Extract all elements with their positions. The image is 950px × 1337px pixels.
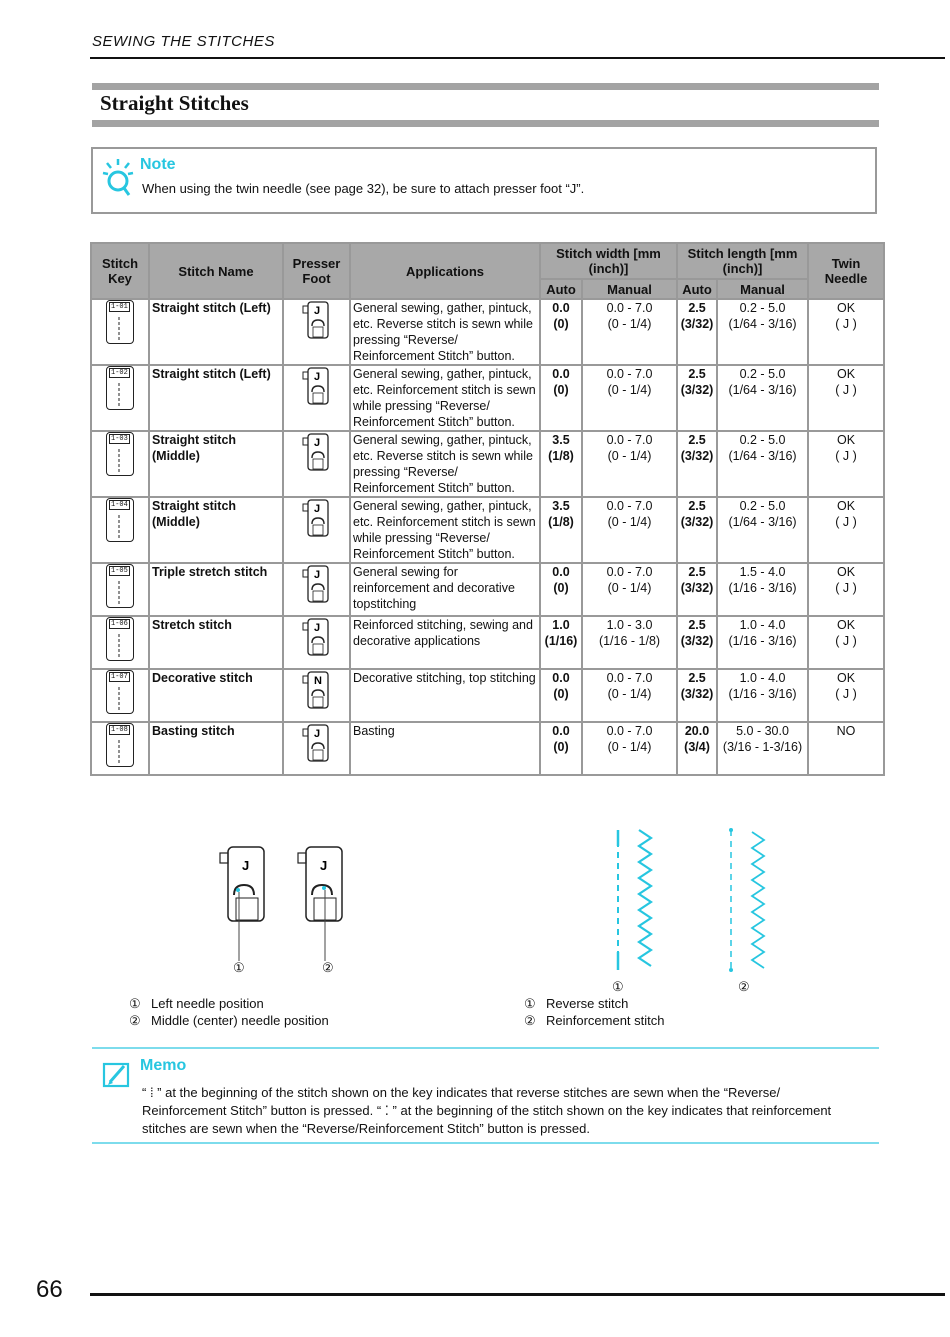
stitch-key-icon <box>106 432 134 476</box>
twin-needle <box>808 722 884 775</box>
stitch-key-icon <box>106 300 134 344</box>
length-auto <box>677 431 717 497</box>
length-manual <box>717 431 808 497</box>
twin-needle-inch: ( J ) <box>835 634 857 648</box>
length-auto <box>677 616 717 669</box>
width-auto-value: 0.0 <box>552 301 570 315</box>
width-auto <box>540 497 582 563</box>
applications-cell <box>350 722 540 775</box>
length-auto-inch: (3/32) <box>680 317 714 331</box>
memo-line-3: stitches are sewn when the “Reverse/Reinforcement Stitch” button is pressed. <box>142 1121 590 1136</box>
twin-needle-value: NO <box>836 724 856 738</box>
length-auto-inch: (3/32) <box>680 383 714 397</box>
width-manual <box>582 299 677 365</box>
width-manual <box>582 497 677 563</box>
stitch-key-cell <box>91 722 149 775</box>
lightbulb-icon <box>102 157 134 197</box>
applications-cell <box>350 669 540 722</box>
length-auto-value: 2.5 <box>688 618 706 632</box>
left-caption-2-num: ② <box>129 1013 141 1028</box>
memo-bottom-rule <box>92 1142 879 1144</box>
length-auto-inch: (3/32) <box>680 449 714 463</box>
left-caption-2-text: Middle (center) needle position <box>151 1013 329 1028</box>
stitch-key-cell <box>91 299 149 365</box>
width-manual-inch: (0 - 1/4) <box>607 740 652 754</box>
presser-foot-cell <box>283 616 350 669</box>
stitch-key-icon <box>106 670 134 714</box>
twin-needle-value: OK <box>837 671 856 685</box>
presser-foot-cell <box>283 722 350 775</box>
right-figure-num-2: ② <box>738 979 750 994</box>
stitch-name-cell <box>149 722 283 775</box>
right-caption-2-num: ② <box>524 1013 536 1028</box>
stitch-name: Straight stitch (Middle) <box>152 433 237 463</box>
width-auto <box>540 431 582 497</box>
twin-needle <box>808 669 884 722</box>
stitch-key-icon <box>106 564 134 608</box>
presser-foot-icon <box>302 366 332 406</box>
length-manual-value: 5.0 - 30.0 <box>736 724 789 738</box>
length-manual-inch: (1/16 - 3/16) <box>728 634 797 648</box>
length-auto-inch: (3/4) <box>684 740 710 754</box>
width-auto <box>540 365 582 431</box>
applications-cell <box>350 431 540 497</box>
title-top-bar <box>92 83 879 90</box>
stitch-key-cell <box>91 365 149 431</box>
length-manual <box>717 669 808 722</box>
width-manual-value: 0.0 - 7.0 <box>606 433 653 447</box>
length-auto <box>677 365 717 431</box>
twin-needle-value: OK <box>837 367 856 381</box>
stitch-key-cell <box>91 563 149 616</box>
length-manual <box>717 299 808 365</box>
stitch-key-label: 1-03 <box>111 435 128 443</box>
width-auto-value: 0.0 <box>552 724 570 738</box>
header-stitch-length: Stitch length [mm (inch)] <box>677 243 808 279</box>
width-manual <box>582 365 677 431</box>
length-auto-inch: (3/32) <box>680 687 714 701</box>
width-auto <box>540 563 582 616</box>
right-figure-num-1: ① <box>612 979 624 994</box>
twin-needle <box>808 616 884 669</box>
presser-foot-letter: J <box>313 305 320 317</box>
stitch-key-icon <box>106 617 134 661</box>
table-row <box>91 497 884 563</box>
length-manual <box>717 365 808 431</box>
stitch-key-label: 1-04 <box>111 501 128 509</box>
width-auto-inch: (0) <box>553 581 569 595</box>
length-auto-value: 2.5 <box>688 671 706 685</box>
length-auto <box>677 669 717 722</box>
presser-foot-letter: J <box>313 728 320 740</box>
left-figure-num-2: ② <box>322 960 334 975</box>
twin-needle <box>808 365 884 431</box>
length-manual-inch: (1/16 - 3/16) <box>728 581 797 595</box>
width-manual <box>582 431 677 497</box>
width-auto <box>540 722 582 775</box>
stitch-table <box>90 242 885 776</box>
length-auto <box>677 299 717 365</box>
left-figure-num-1: ① <box>233 960 245 975</box>
foot-letter-middle: J <box>320 858 328 873</box>
stitch-key-cell <box>91 669 149 722</box>
right-caption-1-text: Reverse stitch <box>546 996 629 1011</box>
presser-foot-icon <box>302 670 332 710</box>
note-title: Note <box>140 156 176 173</box>
width-auto-value: 0.0 <box>552 367 570 381</box>
presser-foot-letter: J <box>313 371 320 383</box>
twin-needle-inch: ( J ) <box>835 383 857 397</box>
twin-needle <box>808 431 884 497</box>
stitch-name-cell <box>149 299 283 365</box>
width-auto-inch: (0) <box>553 383 569 397</box>
stitch-key-icon <box>106 366 134 410</box>
width-auto-inch: (1/8) <box>548 515 574 529</box>
memo-line-1: “ ⁞ ” at the beginning of the stitch shown on the key indicates that reverse stitches are sewn when the “Reverse/ <box>142 1085 781 1100</box>
applications-text: Decorative stitching, top stitching <box>353 671 536 685</box>
header-width-auto: Auto <box>540 279 582 299</box>
width-auto-inch: (0) <box>553 740 569 754</box>
length-auto-value: 2.5 <box>688 301 706 315</box>
twin-needle-inch: ( J ) <box>835 687 857 701</box>
stitch-key-label: 1-06 <box>111 620 128 628</box>
length-manual-inch: (1/16 - 3/16) <box>728 687 797 701</box>
header-length-auto: Auto <box>677 279 717 299</box>
length-manual <box>717 563 808 616</box>
memo-title: Memo <box>140 1057 187 1074</box>
width-manual-value: 0.0 - 7.0 <box>606 301 653 315</box>
width-manual-inch: (0 - 1/4) <box>607 687 652 701</box>
width-manual <box>582 616 677 669</box>
applications-text: Reinforced stitching, sewing and decorative applications <box>353 618 533 648</box>
presser-foot-icon <box>302 432 332 472</box>
applications-text: General sewing, gather, pintuck, etc. Reverse stitch is sewn while pressing “Reverse/ Reinforcement Stitch” button. <box>353 433 533 495</box>
width-manual-inch: (0 - 1/4) <box>607 515 652 529</box>
applications-text: Basting <box>353 724 395 738</box>
header-length-manual: Manual <box>717 279 808 299</box>
presser-foot-letter: J <box>313 569 320 581</box>
width-manual-value: 0.0 - 7.0 <box>606 499 653 513</box>
left-caption-1-text: Left needle position <box>151 996 264 1011</box>
presser-foot-icon <box>302 617 332 657</box>
length-manual-value: 0.2 - 5.0 <box>739 499 786 513</box>
stitch-name-cell <box>149 563 283 616</box>
right-caption-1-num: ① <box>524 996 536 1011</box>
header-stitch-width: Stitch width [mm (inch)] <box>540 243 677 279</box>
length-auto <box>677 722 717 775</box>
stitch-name: Stretch stitch <box>152 618 232 632</box>
width-manual-inch: (0 - 1/4) <box>607 581 652 595</box>
width-auto-inch: (1/16) <box>544 634 578 648</box>
header-twin-needle: Twin Needle <box>808 243 884 299</box>
applications-cell <box>350 563 540 616</box>
length-manual-value: 0.2 - 5.0 <box>739 301 786 315</box>
width-manual-value: 0.0 - 7.0 <box>606 367 653 381</box>
applications-cell <box>350 365 540 431</box>
presser-foot-icon <box>302 564 332 604</box>
twin-needle-value: OK <box>837 301 856 315</box>
width-manual <box>582 722 677 775</box>
applications-text: General sewing, gather, pintuck, etc. Reinforcement stitch is sewn while pressing “Reverse/ Reinforcement Stitch” button. <box>353 499 536 561</box>
width-auto-value: 3.5 <box>552 433 570 447</box>
length-auto-inch: (3/32) <box>680 581 714 595</box>
memo-text <box>142 1084 872 1138</box>
zigzag-reinforcement <box>752 832 764 968</box>
header-presser-foot: Presser Foot <box>283 243 350 299</box>
width-manual-value: 0.0 - 7.0 <box>606 724 653 738</box>
applications-text: General sewing, gather, pintuck, etc. Reverse stitch is sewn while pressing “Reverse/ Reinforcement Stitch” button. <box>353 301 533 363</box>
memo-top-rule <box>92 1047 879 1049</box>
stitch-key-cell <box>91 497 149 563</box>
length-manual <box>717 722 808 775</box>
left-caption-1-num: ① <box>129 996 141 1011</box>
length-auto-inch: (3/32) <box>680 634 714 648</box>
table-row <box>91 722 884 775</box>
width-manual-value: 0.0 - 7.0 <box>606 671 653 685</box>
stitch-key-cell <box>91 616 149 669</box>
presser-foot-letter: J <box>313 622 320 634</box>
width-manual-value: 1.0 - 3.0 <box>606 618 653 632</box>
twin-needle-inch: ( J ) <box>835 581 857 595</box>
width-auto <box>540 669 582 722</box>
stitch-name-cell <box>149 431 283 497</box>
stitch-name: Straight stitch (Left) <box>152 367 271 381</box>
stitch-key-cell <box>91 431 149 497</box>
width-auto-inch: (0) <box>553 687 569 701</box>
applications-text: General sewing for reinforcement and decorative topstitching <box>353 565 515 611</box>
header-stitch-key: Stitch Key <box>91 243 149 299</box>
stitch-name: Basting stitch <box>152 724 235 738</box>
header-rule <box>90 57 945 59</box>
length-auto-value: 2.5 <box>688 499 706 513</box>
foot-letter-left: J <box>242 858 250 873</box>
length-manual <box>717 497 808 563</box>
table-row <box>91 299 884 365</box>
stitch-key-icon <box>106 498 134 542</box>
presser-foot-cell <box>283 299 350 365</box>
length-manual-value: 1.0 - 4.0 <box>739 671 786 685</box>
width-auto-value: 3.5 <box>552 499 570 513</box>
length-manual <box>717 616 808 669</box>
header-stitch-name: Stitch Name <box>149 243 283 299</box>
applications-text: General sewing, gather, pintuck, etc. Reinforcement stitch is sewn while pressing “Reverse/ Reinforcement Stitch” button. <box>353 367 536 429</box>
length-auto-value: 2.5 <box>688 565 706 579</box>
twin-needle <box>808 497 884 563</box>
presser-foot-cell <box>283 563 350 616</box>
stitch-key-label: 1-07 <box>111 673 128 681</box>
length-manual-value: 1.5 - 4.0 <box>739 565 786 579</box>
stitch-key-icon <box>106 723 134 767</box>
page-number: 66 <box>36 1276 63 1303</box>
stitch-name-cell <box>149 497 283 563</box>
applications-cell <box>350 299 540 365</box>
width-auto <box>540 299 582 365</box>
length-auto-value: 2.5 <box>688 367 706 381</box>
stitch-key-label: 1-05 <box>111 567 128 575</box>
width-auto-inch: (1/8) <box>548 449 574 463</box>
presser-foot-left-needle <box>220 847 264 961</box>
header-applications: Applications <box>350 243 540 299</box>
stitch-name-cell <box>149 669 283 722</box>
stitch-name: Straight stitch (Middle) <box>152 499 237 529</box>
twin-needle <box>808 299 884 365</box>
length-manual-inch: (1/64 - 3/16) <box>728 449 797 463</box>
reverse-stitch-pattern <box>618 830 651 970</box>
twin-needle-value: OK <box>837 499 856 513</box>
presser-foot-cell <box>283 431 350 497</box>
applications-cell <box>350 497 540 563</box>
stitch-key-label: 1-01 <box>111 303 128 311</box>
right-caption-2-text: Reinforcement stitch <box>546 1013 665 1028</box>
zigzag-reverse <box>639 830 651 966</box>
width-manual <box>582 563 677 616</box>
note-text: When using the twin needle (see page 32), be sure to attach presser foot “J”. <box>142 181 585 196</box>
presser-foot-letter: J <box>313 437 320 449</box>
stitch-name: Triple stretch stitch <box>152 565 268 579</box>
length-manual-value: 0.2 - 5.0 <box>739 367 786 381</box>
presser-foot-cell <box>283 365 350 431</box>
length-manual-inch: (3/16 - 1-3/16) <box>722 740 803 754</box>
presser-foot-letter: J <box>313 503 320 515</box>
stitch-name: Straight stitch (Left) <box>152 301 271 315</box>
twin-needle-inch: ( J ) <box>835 515 857 529</box>
length-manual-inch: (1/64 - 3/16) <box>728 515 797 529</box>
presser-foot-cell <box>283 497 350 563</box>
width-auto-inch: (0) <box>553 317 569 331</box>
stitch-name-cell <box>149 616 283 669</box>
length-manual-inch: (1/64 - 3/16) <box>728 383 797 397</box>
presser-foot-illustration <box>214 843 354 963</box>
table-row <box>91 365 884 431</box>
width-manual-inch: (0 - 1/4) <box>607 317 652 331</box>
title-bottom-bar <box>92 120 879 127</box>
width-manual-value: 0.0 - 7.0 <box>606 565 653 579</box>
twin-needle-inch: ( J ) <box>835 449 857 463</box>
stitch-name-cell <box>149 365 283 431</box>
page-title: Straight Stitches <box>100 91 249 115</box>
twin-needle-value: OK <box>837 433 856 447</box>
twin-needle-value: OK <box>837 618 856 632</box>
table-row <box>91 616 884 669</box>
width-manual-inch: (0 - 1/4) <box>607 449 652 463</box>
applications-cell <box>350 616 540 669</box>
length-auto <box>677 497 717 563</box>
width-auto-value: 1.0 <box>552 618 570 632</box>
table-row <box>91 563 884 616</box>
length-manual-inch: (1/64 - 3/16) <box>728 317 797 331</box>
length-auto <box>677 563 717 616</box>
stitch-pattern-illustration <box>605 826 775 976</box>
width-auto-value: 0.0 <box>552 565 570 579</box>
stitch-key-label: 1-08 <box>111 726 128 734</box>
presser-foot-icon <box>302 723 332 763</box>
twin-needle-value: OK <box>837 565 856 579</box>
presser-foot-icon <box>302 300 332 340</box>
presser-foot-letter: N <box>313 675 322 687</box>
presser-foot-middle-needle <box>298 847 342 961</box>
table-row <box>91 431 884 497</box>
stitch-name: Decorative stitch <box>152 671 253 685</box>
stitch-key-label: 1-02 <box>111 369 128 377</box>
width-manual <box>582 669 677 722</box>
width-auto <box>540 616 582 669</box>
twin-needle <box>808 563 884 616</box>
presser-foot-cell <box>283 669 350 722</box>
twin-needle-inch: ( J ) <box>835 317 857 331</box>
section-header: SEWING THE STITCHES <box>92 33 275 50</box>
pencil-notebook-icon <box>102 1060 132 1090</box>
memo-line-2: Reinforcement Stitch” button is pressed. “ ⁚ ” at the beginning of the stitch shown on the key indicates that reinforcement <box>142 1103 832 1118</box>
length-auto-value: 2.5 <box>688 433 706 447</box>
length-auto-inch: (3/32) <box>680 515 714 529</box>
presser-foot-icon <box>302 498 332 538</box>
length-manual-value: 1.0 - 4.0 <box>739 618 786 632</box>
reinforcement-stitch-pattern <box>729 828 764 972</box>
length-auto-value: 20.0 <box>684 724 710 738</box>
footer-rule <box>90 1293 945 1296</box>
width-manual-inch: (1/16 - 1/8) <box>598 634 661 648</box>
length-manual-value: 0.2 - 5.0 <box>739 433 786 447</box>
width-manual-inch: (0 - 1/4) <box>607 383 652 397</box>
table-row <box>91 669 884 722</box>
header-width-manual: Manual <box>582 279 677 299</box>
width-auto-value: 0.0 <box>552 671 570 685</box>
